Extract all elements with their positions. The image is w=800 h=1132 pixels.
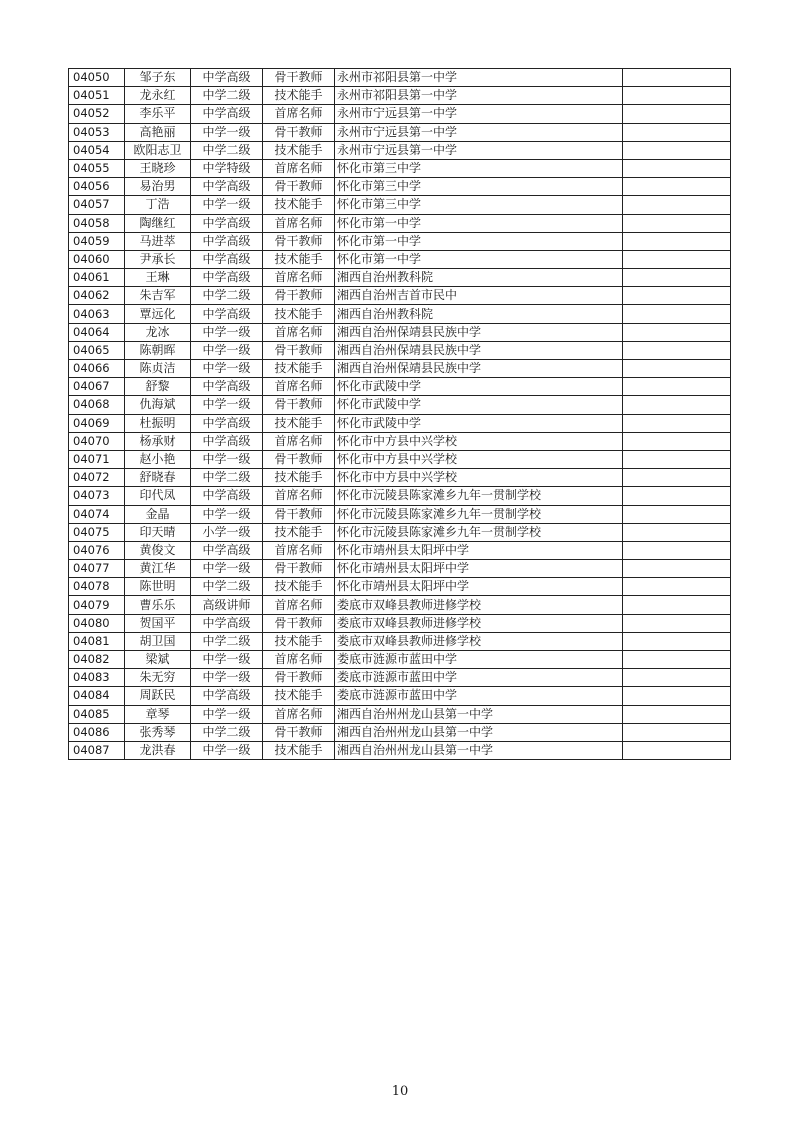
- cell-rank: 小学一级: [191, 523, 263, 541]
- cell-name: 龙洪春: [125, 741, 191, 759]
- table-row: [69, 123, 731, 141]
- cell-note: [623, 541, 731, 559]
- cell-note: [623, 469, 731, 487]
- cell-unit: 湘西自治州保靖县民族中学: [335, 341, 623, 359]
- cell-unit: 怀化市武陵中学: [335, 396, 623, 414]
- cell-name: 黄江华: [125, 560, 191, 578]
- cell-id: 04057: [69, 196, 125, 214]
- table-row: [69, 541, 731, 559]
- cell-category: 技术能手: [263, 141, 335, 159]
- cell-name: 胡卫国: [125, 632, 191, 650]
- cell-unit: 娄底市涟源市蓝田中学: [335, 669, 623, 687]
- cell-name: 王晓珍: [125, 159, 191, 177]
- cell-id: 04071: [69, 450, 125, 468]
- cell-name: 龙冰: [125, 323, 191, 341]
- cell-name: 李乐平: [125, 105, 191, 123]
- cell-id: 04064: [69, 323, 125, 341]
- cell-name: 杨承财: [125, 432, 191, 450]
- cell-rank: 中学二级: [191, 287, 263, 305]
- table-row: [69, 269, 731, 287]
- cell-id: 04053: [69, 123, 125, 141]
- cell-unit: 湘西自治州教科院: [335, 305, 623, 323]
- cell-rank: 中学高级: [191, 178, 263, 196]
- cell-name: 陶继红: [125, 214, 191, 232]
- cell-unit: 娄底市涟源市蓝田中学: [335, 651, 623, 669]
- cell-id: 04079: [69, 596, 125, 614]
- cell-name: 曹乐乐: [125, 596, 191, 614]
- cell-unit: 怀化市第一中学: [335, 250, 623, 268]
- cell-category: 骨干教师: [263, 69, 335, 87]
- cell-unit: 永州市宁远县第一中学: [335, 123, 623, 141]
- cell-note: [623, 487, 731, 505]
- table-row: [69, 396, 731, 414]
- cell-unit: 怀化市靖州县太阳坪中学: [335, 578, 623, 596]
- cell-unit: 怀化市中方县中兴学校: [335, 450, 623, 468]
- table-row: [69, 341, 731, 359]
- cell-category: 骨干教师: [263, 450, 335, 468]
- cell-category: 骨干教师: [263, 669, 335, 687]
- cell-note: [623, 505, 731, 523]
- cell-rank: 中学高级: [191, 614, 263, 632]
- cell-name: 印代凤: [125, 487, 191, 505]
- cell-rank: 中学一级: [191, 450, 263, 468]
- cell-category: 技术能手: [263, 523, 335, 541]
- cell-note: [623, 196, 731, 214]
- cell-category: 首席名师: [263, 159, 335, 177]
- cell-name: 仇海斌: [125, 396, 191, 414]
- cell-name: 覃远化: [125, 305, 191, 323]
- cell-rank: 中学一级: [191, 196, 263, 214]
- cell-name: 张秀琴: [125, 723, 191, 741]
- cell-id: 04056: [69, 178, 125, 196]
- cell-rank: 中学一级: [191, 505, 263, 523]
- cell-rank: 中学高级: [191, 305, 263, 323]
- cell-rank: 中学一级: [191, 341, 263, 359]
- table-row: [69, 432, 731, 450]
- table-row: [69, 450, 731, 468]
- cell-category: 骨干教师: [263, 505, 335, 523]
- cell-note: [623, 341, 731, 359]
- cell-category: 首席名师: [263, 432, 335, 450]
- cell-note: [623, 523, 731, 541]
- cell-category: 技术能手: [263, 250, 335, 268]
- table-row: [69, 687, 731, 705]
- cell-unit: 永州市宁远县第一中学: [335, 105, 623, 123]
- table-row: [69, 105, 731, 123]
- cell-id: 04086: [69, 723, 125, 741]
- cell-category: 技术能手: [263, 414, 335, 432]
- cell-id: 04085: [69, 705, 125, 723]
- table-row: [69, 141, 731, 159]
- cell-note: [623, 323, 731, 341]
- cell-category: 骨干教师: [263, 723, 335, 741]
- cell-category: 首席名师: [263, 487, 335, 505]
- cell-note: [623, 450, 731, 468]
- cell-rank: 中学高级: [191, 414, 263, 432]
- cell-id: 04087: [69, 741, 125, 759]
- cell-category: 首席名师: [263, 541, 335, 559]
- cell-id: 04063: [69, 305, 125, 323]
- cell-category: 首席名师: [263, 214, 335, 232]
- cell-name: 梁斌: [125, 651, 191, 669]
- cell-note: [623, 214, 731, 232]
- cell-rank: 高级讲师: [191, 596, 263, 614]
- cell-unit: 娄底市双峰县教师进修学校: [335, 632, 623, 650]
- cell-name: 陈世明: [125, 578, 191, 596]
- cell-rank: 中学高级: [191, 541, 263, 559]
- cell-note: [623, 178, 731, 196]
- table-row: [69, 596, 731, 614]
- cell-rank: 中学一级: [191, 396, 263, 414]
- cell-id: 04062: [69, 287, 125, 305]
- cell-id: 04055: [69, 159, 125, 177]
- cell-category: 骨干教师: [263, 123, 335, 141]
- cell-name: 王琳: [125, 269, 191, 287]
- table-row: [69, 178, 731, 196]
- cell-category: 技术能手: [263, 687, 335, 705]
- cell-category: 首席名师: [263, 705, 335, 723]
- cell-name: 杜振明: [125, 414, 191, 432]
- cell-unit: 怀化市武陵中学: [335, 378, 623, 396]
- cell-note: [623, 596, 731, 614]
- cell-category: 首席名师: [263, 378, 335, 396]
- cell-name: 印天晴: [125, 523, 191, 541]
- cell-name: 丁浩: [125, 196, 191, 214]
- table-row: [69, 287, 731, 305]
- cell-rank: 中学二级: [191, 87, 263, 105]
- cell-name: 章琴: [125, 705, 191, 723]
- cell-unit: 永州市祁阳县第一中学: [335, 87, 623, 105]
- cell-category: 技术能手: [263, 305, 335, 323]
- cell-id: 04082: [69, 651, 125, 669]
- cell-category: 技术能手: [263, 741, 335, 759]
- cell-id: 04077: [69, 560, 125, 578]
- cell-unit: 怀化市武陵中学: [335, 414, 623, 432]
- cell-name: 高艳丽: [125, 123, 191, 141]
- cell-unit: 怀化市第三中学: [335, 159, 623, 177]
- cell-unit: 怀化市中方县中兴学校: [335, 469, 623, 487]
- cell-name: 朱无穷: [125, 669, 191, 687]
- cell-id: 04084: [69, 687, 125, 705]
- cell-rank: 中学高级: [191, 232, 263, 250]
- cell-rank: 中学高级: [191, 487, 263, 505]
- cell-rank: 中学一级: [191, 705, 263, 723]
- cell-unit: 湘西自治州保靖县民族中学: [335, 323, 623, 341]
- cell-unit: 湘西自治州州龙山县第一中学: [335, 741, 623, 759]
- cell-id: 04083: [69, 669, 125, 687]
- cell-name: 陈朝晖: [125, 341, 191, 359]
- table-row: [69, 360, 731, 378]
- cell-note: [623, 396, 731, 414]
- cell-name: 贺国平: [125, 614, 191, 632]
- table-row: [69, 305, 731, 323]
- cell-id: 04054: [69, 141, 125, 159]
- cell-rank: 中学高级: [191, 269, 263, 287]
- cell-unit: 娄底市双峰县教师进修学校: [335, 596, 623, 614]
- cell-id: 04059: [69, 232, 125, 250]
- cell-note: [623, 651, 731, 669]
- table-row: [69, 614, 731, 632]
- cell-rank: 中学二级: [191, 141, 263, 159]
- cell-note: [623, 232, 731, 250]
- cell-id: 04061: [69, 269, 125, 287]
- cell-rank: 中学一级: [191, 360, 263, 378]
- cell-rank: 中学高级: [191, 214, 263, 232]
- table-row: [69, 469, 731, 487]
- cell-rank: 中学一级: [191, 560, 263, 578]
- cell-id: 04069: [69, 414, 125, 432]
- cell-note: [623, 741, 731, 759]
- cell-rank: 中学高级: [191, 105, 263, 123]
- cell-name: 金晶: [125, 505, 191, 523]
- table-row: [69, 196, 731, 214]
- cell-category: 技术能手: [263, 196, 335, 214]
- cell-category: 骨干教师: [263, 560, 335, 578]
- cell-id: 04066: [69, 360, 125, 378]
- cell-category: 首席名师: [263, 269, 335, 287]
- cell-name: 舒晓春: [125, 469, 191, 487]
- cell-name: 易治男: [125, 178, 191, 196]
- cell-id: 04073: [69, 487, 125, 505]
- cell-note: [623, 560, 731, 578]
- cell-name: 朱吉军: [125, 287, 191, 305]
- table-row: [69, 505, 731, 523]
- cell-unit: 娄底市涟源市蓝田中学: [335, 687, 623, 705]
- cell-note: [623, 687, 731, 705]
- cell-category: 骨干教师: [263, 178, 335, 196]
- cell-category: 首席名师: [263, 596, 335, 614]
- cell-note: [623, 414, 731, 432]
- roster-body: [69, 69, 731, 760]
- cell-rank: 中学一级: [191, 323, 263, 341]
- cell-note: [623, 69, 731, 87]
- cell-unit: 永州市宁远县第一中学: [335, 141, 623, 159]
- table-row: [69, 378, 731, 396]
- cell-category: 骨干教师: [263, 287, 335, 305]
- cell-rank: 中学高级: [191, 378, 263, 396]
- cell-rank: 中学高级: [191, 69, 263, 87]
- table-row: [69, 323, 731, 341]
- cell-unit: 湘西自治州保靖县民族中学: [335, 360, 623, 378]
- cell-unit: 湘西自治州州龙山县第一中学: [335, 705, 623, 723]
- cell-rank: 中学一级: [191, 741, 263, 759]
- cell-unit: 怀化市沅陵县陈家滩乡九年一贯制学校: [335, 505, 623, 523]
- cell-note: [623, 287, 731, 305]
- cell-unit: 娄底市双峰县教师进修学校: [335, 614, 623, 632]
- cell-name: 黄俊文: [125, 541, 191, 559]
- table-row: [69, 723, 731, 741]
- cell-note: [623, 105, 731, 123]
- table-row: [69, 669, 731, 687]
- cell-note: [623, 669, 731, 687]
- table-row: [69, 250, 731, 268]
- cell-note: [623, 159, 731, 177]
- cell-rank: 中学一级: [191, 669, 263, 687]
- table-row: [69, 741, 731, 759]
- cell-category: 技术能手: [263, 632, 335, 650]
- cell-unit: 怀化市第三中学: [335, 178, 623, 196]
- cell-id: 04080: [69, 614, 125, 632]
- cell-name: 陈贞洁: [125, 360, 191, 378]
- cell-id: 04051: [69, 87, 125, 105]
- cell-unit: 湘西自治州州龙山县第一中学: [335, 723, 623, 741]
- cell-category: 首席名师: [263, 651, 335, 669]
- cell-unit: 怀化市第三中学: [335, 196, 623, 214]
- table-row: [69, 232, 731, 250]
- cell-note: [623, 614, 731, 632]
- table-row: [69, 214, 731, 232]
- table-row: [69, 632, 731, 650]
- cell-note: [623, 705, 731, 723]
- cell-unit: 怀化市靖州县太阳坪中学: [335, 541, 623, 559]
- cell-note: [623, 250, 731, 268]
- cell-category: 骨干教师: [263, 341, 335, 359]
- cell-note: [623, 360, 731, 378]
- cell-rank: 中学二级: [191, 723, 263, 741]
- cell-name: 龙永红: [125, 87, 191, 105]
- cell-category: 技术能手: [263, 87, 335, 105]
- cell-name: 舒黎: [125, 378, 191, 396]
- cell-name: 尹承长: [125, 250, 191, 268]
- cell-rank: 中学一级: [191, 651, 263, 669]
- table-row: [69, 523, 731, 541]
- table-row: [69, 159, 731, 177]
- cell-category: 技术能手: [263, 578, 335, 596]
- cell-id: 04060: [69, 250, 125, 268]
- cell-rank: 中学二级: [191, 578, 263, 596]
- cell-note: [623, 305, 731, 323]
- cell-id: 04052: [69, 105, 125, 123]
- table-row: [69, 560, 731, 578]
- table-row: [69, 69, 731, 87]
- cell-unit: 怀化市靖州县太阳坪中学: [335, 560, 623, 578]
- cell-id: 04050: [69, 69, 125, 87]
- cell-name: 马进萃: [125, 232, 191, 250]
- table-row: [69, 414, 731, 432]
- cell-unit: 怀化市第一中学: [335, 214, 623, 232]
- cell-category: 首席名师: [263, 105, 335, 123]
- cell-unit: 怀化市沅陵县陈家滩乡九年一贯制学校: [335, 487, 623, 505]
- cell-note: [623, 632, 731, 650]
- table-row: [69, 87, 731, 105]
- cell-name: 赵小艳: [125, 450, 191, 468]
- cell-rank: 中学高级: [191, 250, 263, 268]
- cell-rank: 中学高级: [191, 687, 263, 705]
- cell-id: 04058: [69, 214, 125, 232]
- cell-id: 04078: [69, 578, 125, 596]
- cell-id: 04068: [69, 396, 125, 414]
- cell-note: [623, 723, 731, 741]
- cell-id: 04076: [69, 541, 125, 559]
- cell-rank: 中学一级: [191, 123, 263, 141]
- cell-id: 04074: [69, 505, 125, 523]
- cell-note: [623, 269, 731, 287]
- table-row: [69, 651, 731, 669]
- cell-rank: 中学二级: [191, 632, 263, 650]
- cell-id: 04067: [69, 378, 125, 396]
- cell-note: [623, 123, 731, 141]
- cell-id: 04070: [69, 432, 125, 450]
- cell-note: [623, 87, 731, 105]
- cell-id: 04065: [69, 341, 125, 359]
- cell-category: 技术能手: [263, 360, 335, 378]
- cell-category: 骨干教师: [263, 396, 335, 414]
- cell-category: 技术能手: [263, 469, 335, 487]
- cell-category: 首席名师: [263, 323, 335, 341]
- cell-rank: 中学高级: [191, 432, 263, 450]
- cell-note: [623, 432, 731, 450]
- roster-table: [68, 68, 731, 760]
- cell-unit: 永州市祁阳县第一中学: [335, 69, 623, 87]
- cell-note: [623, 378, 731, 396]
- cell-unit: 湘西自治州吉首市民中: [335, 287, 623, 305]
- table-row: [69, 578, 731, 596]
- cell-unit: 怀化市沅陵县陈家滩乡九年一贯制学校: [335, 523, 623, 541]
- cell-note: [623, 578, 731, 596]
- cell-rank: 中学特级: [191, 159, 263, 177]
- cell-unit: 怀化市第一中学: [335, 232, 623, 250]
- table-row: [69, 487, 731, 505]
- cell-category: 骨干教师: [263, 232, 335, 250]
- cell-id: 04081: [69, 632, 125, 650]
- cell-id: 04072: [69, 469, 125, 487]
- page-number: 10: [391, 1084, 409, 1099]
- cell-note: [623, 141, 731, 159]
- cell-name: 周跃民: [125, 687, 191, 705]
- cell-rank: 中学二级: [191, 469, 263, 487]
- cell-unit: 湘西自治州教科院: [335, 269, 623, 287]
- cell-id: 04075: [69, 523, 125, 541]
- cell-category: 骨干教师: [263, 614, 335, 632]
- cell-name: 欧阳志卫: [125, 141, 191, 159]
- table-row: [69, 705, 731, 723]
- cell-name: 邹子东: [125, 69, 191, 87]
- cell-unit: 怀化市中方县中兴学校: [335, 432, 623, 450]
